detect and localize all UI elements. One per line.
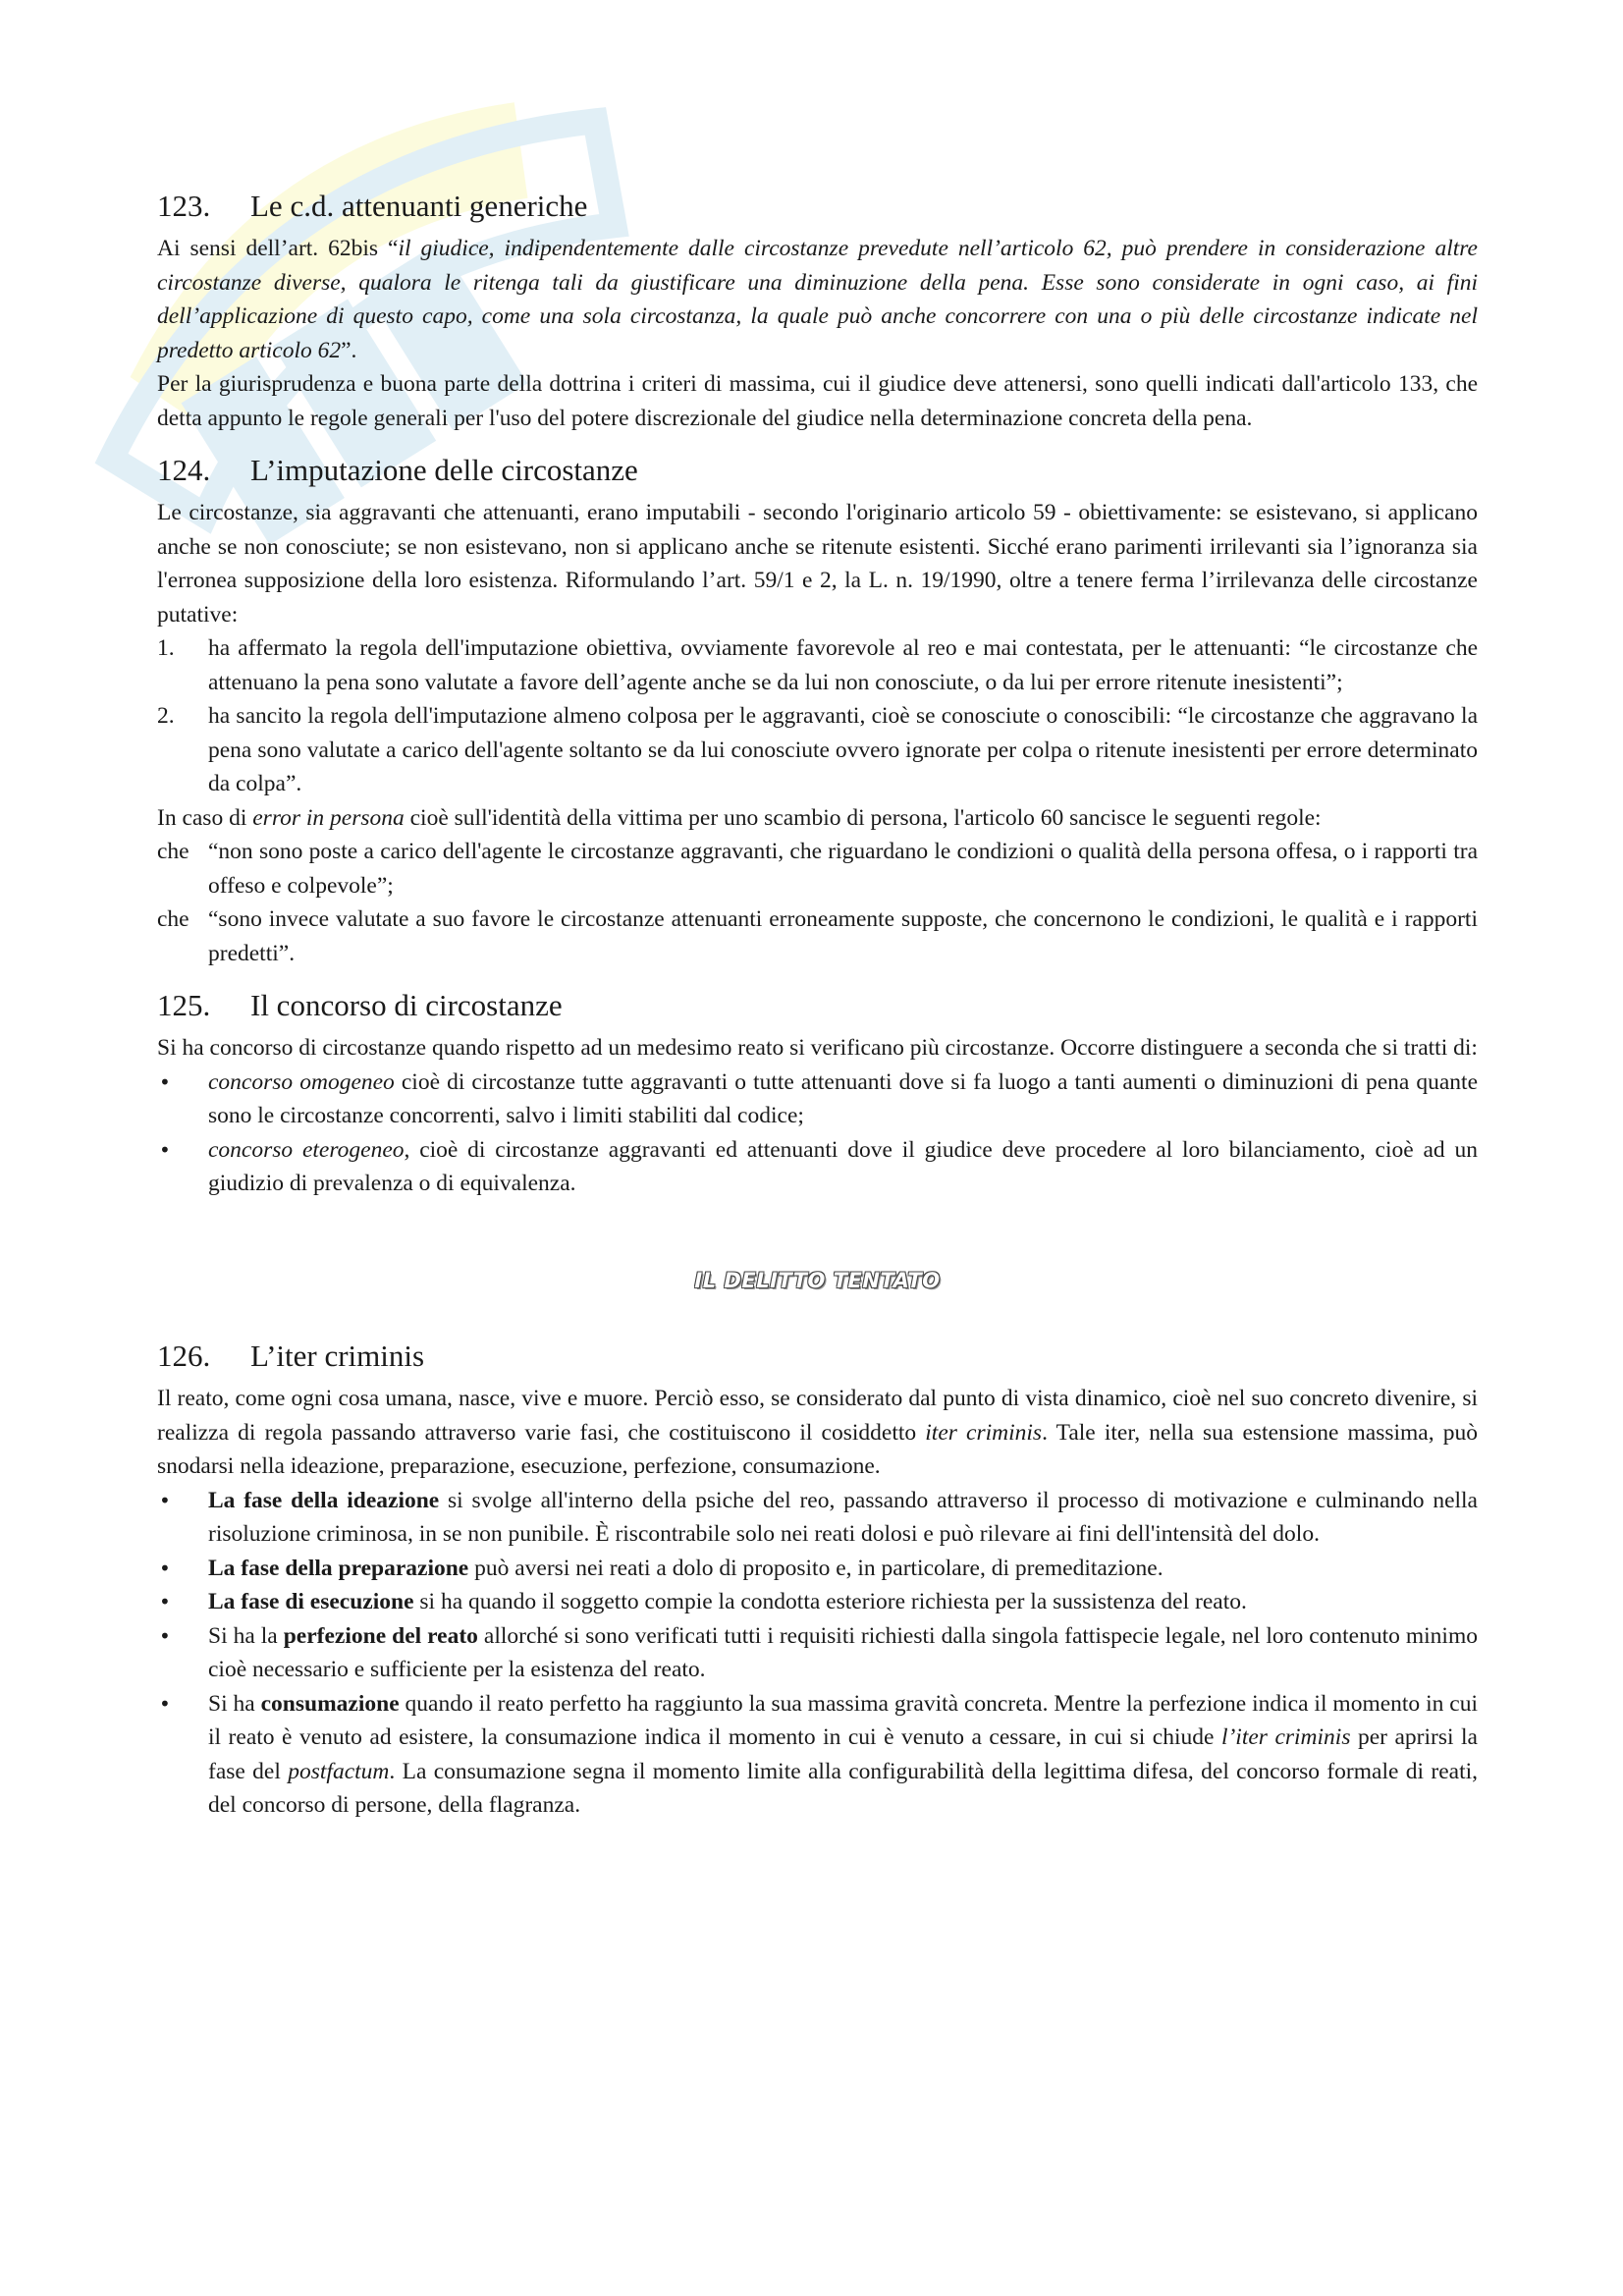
paragraph: Per la giurisprudenza e buona parte della dottrina i criteri di massima, cui il giudice deve attenersi, sono quelli indicati dall'articolo 133, che detta appunto le regole generali per l'uso del potere discrezionale del giudice nella determinazione concreta della pena. — [157, 371, 1478, 431]
list-text: allorché si sono verificati tutti i requisiti richiesti dalla singola fattispecie legale, nel loro contenuto minimo cioè necessario e sufficiente per la esistenza del reato. — [208, 1622, 1478, 1682]
list-item — [157, 1066, 1478, 1133]
quote-run: il giudice, indipendentemente dalle circostanze prevedute nell’articolo 62, può prendere in considerazione altre circostanze diverse, qualora le ritenga tali da giustificare una diminuzione della pena. Esse sono considerate in ogni caso, ai fini dell’applicazione di questo capo, come una sola circostanza, la quale può anche concorrere con una o più delle circostanze indicate nel predetto articolo 62 — [157, 236, 1478, 363]
list-item — [157, 699, 1478, 801]
chapter-divider-title: IL DELITTO TENTATO — [694, 1268, 941, 1292]
list-item — [157, 1552, 1478, 1586]
text-run: In caso di — [157, 804, 253, 831]
list-item — [157, 1619, 1478, 1687]
list-marker: che — [157, 839, 189, 864]
list-item — [157, 835, 1478, 902]
text-run: Si ha — [208, 1690, 261, 1717]
bullet-icon: • — [159, 1069, 171, 1094]
section-124 — [157, 451, 1478, 970]
list-marker: 2. — [157, 703, 175, 729]
section-title: L’iter criminis — [250, 1339, 425, 1373]
italic-term: l’iter criminis — [1220, 1724, 1351, 1750]
bold-term: perfezione del reato — [283, 1622, 478, 1649]
bullet-icon: • — [159, 1137, 171, 1162]
section-heading — [157, 986, 1478, 1025]
section-title: Il concorso di circostanze — [250, 988, 563, 1022]
text-run: . Tale iter, nella sua estensione massima, può snodarsi nella ideazione, preparazione, esecuzione, perfezione, consumazione. — [157, 1419, 1478, 1479]
list-item — [157, 631, 1478, 699]
italic-term: concorso omogeneo — [208, 1068, 395, 1095]
list-text: “sono invece valutate a suo favore le circostanze attenuanti erroneamente supposte, che concernono le condizioni, le qualità e i rapporti predetti”. — [208, 906, 1478, 966]
list-item — [157, 902, 1478, 970]
section-heading — [157, 1337, 1478, 1376]
section-123 — [157, 187, 1478, 435]
list-text: , cioè di circostanze aggravanti ed attenuanti dove il giudice deve procedere al loro bilanciamento, cioè ad un giudizio di prevalenza o di equivalenza. — [208, 1136, 1478, 1196]
list-item — [157, 1585, 1478, 1619]
text-run: Ai sensi dell’art. 62bis “ — [157, 236, 399, 261]
section-title: Le c.d. attenuanti generiche — [250, 189, 588, 223]
paragraph: Le circostanze, sia aggravanti che attenuanti, erano imputabili - secondo l'originario articolo 59 - obiettivamente: se esistevano, si applicano anche se non conosciute; se non esistevano, non si applicano anche se ritenute esistenti. Sicché erano parimenti irrilevanti sia l’ignoranza sia l'erronea supposizione della loro esistenza. Riformulando l’art. 59/1 e 2, la L. n. 19/1990, oltre a tenere ferma l’irrilevanza delle circostanze putative: — [157, 500, 1478, 628]
bullet-list — [157, 1066, 1478, 1201]
list-marker: 1. — [157, 635, 175, 661]
list-text: ha affermato la regola dell'imputazione obiettiva, ovviamente favorevole al reo e mai contestata, per le attenuanti: “le circostanze che attenuano la pena sono valutate a favore dell’agente anche se da lui non conosciute, o da lui per errore ritenute inesistenti”; — [208, 635, 1478, 695]
list-text: cioè di circostanze tutte aggravanti o tutte attenuanti dove si fa luogo a tanti aumenti o diminuzioni di pena quante sono le circostanze concorrenti, salvo i limiti stabiliti dal codice; — [208, 1068, 1479, 1128]
bullet-icon: • — [159, 1590, 171, 1613]
numbered-list — [157, 631, 1478, 801]
section-number: 125. — [157, 988, 211, 1022]
list-text: “non sono poste a carico dell'agente le circostanze aggravanti, che riguardano le condizioni o qualità della persona offesa, o i rapporti tra offeso e colpevole”; — [208, 839, 1478, 899]
section-number: 126. — [157, 1339, 211, 1373]
text-run: Si ha la — [208, 1622, 284, 1649]
section-heading — [157, 451, 1478, 490]
text-run: . La consumazione segna il momento limite alla configurabilità della legittima difesa, del concorso formale di reati, del concorso di persone, della flagranza. — [208, 1758, 1479, 1818]
list-item — [157, 1133, 1478, 1201]
italic-term: error in persona — [252, 804, 405, 831]
list-text: ha sancito la regola dell'imputazione almeno colposa per le aggravanti, cioè se conosciute o conoscibili: “le circostanze che aggravano la pena sono valutate a carico dell'agente soltanto se da lui conosciute ovvero ignorate per colpa o ritenute inesistenti per errore determinato da colpa”. — [208, 703, 1478, 796]
bullet-icon: • — [159, 1691, 171, 1716]
section-126 — [157, 1337, 1478, 1823]
paragraph — [157, 801, 1478, 836]
section-title: L’imputazione delle circostanze — [250, 453, 638, 487]
list-text: si ha quando il soggetto compie la condotta esteriore richiesta per la sussistenza del reato. — [413, 1589, 1247, 1614]
list-marker: che — [157, 906, 189, 932]
bullet-icon: • — [159, 1556, 171, 1580]
list-item — [157, 1484, 1478, 1552]
text-run: quando il reato perfetto ha raggiunto la sua massima gravità concreta. Mentre la perfezione indica il momento in cui il reato è venuto ad esistere, la consumazione indica il momento in cui è venuto a cessare, in cui si chiude — [208, 1690, 1479, 1750]
bullet-icon: • — [159, 1488, 171, 1512]
bold-term: La fase della preparazione — [208, 1555, 469, 1581]
list-text: può aversi nei reati a dolo di proposito e, in particolare, di premeditazione. — [468, 1555, 1163, 1581]
list-text: si svolge all'interno della psiche del reo, passando attraverso il processo di motivazione e culminando nella risoluzione criminosa, in se non punibile. È riscontrabile solo nei reati dolosi e può rilevare ai fini dell'intensità del dolo. — [208, 1487, 1478, 1547]
section-number: 123. — [157, 189, 211, 223]
italic-term: iter criminis — [925, 1419, 1043, 1446]
paragraph: Si ha concorso di circostanze quando rispetto ad un medesimo reato si verificano più circostanze. Occorre distinguere a seconda che si tratti di: — [157, 1035, 1478, 1061]
section-heading — [157, 187, 1478, 226]
text-run: Il reato, come ogni cosa umana, nasce, vive e muore. Perciò esso, se considerato dal punto di vista dinamico, cioè nel suo concreto divenire, si realizza di regola passando attraverso varie fasi, che costituiscono il cosiddetto — [157, 1386, 1478, 1446]
document-page — [157, 187, 1478, 1838]
che-list — [157, 835, 1478, 970]
bullet-icon: • — [159, 1623, 171, 1648]
bold-term: La fase della ideazione — [208, 1487, 440, 1513]
text-run: per aprirsi la fase del — [208, 1724, 1478, 1784]
italic-term: concorso eterogeneo — [208, 1136, 405, 1163]
paragraph — [157, 232, 1478, 367]
list-item — [157, 1687, 1478, 1823]
italic-term: postfactum — [288, 1758, 390, 1784]
text-run: ”. — [341, 337, 357, 363]
bullet-list — [157, 1484, 1478, 1823]
section-number: 124. — [157, 453, 211, 487]
bold-term: consumazione — [260, 1690, 400, 1717]
section-125 — [157, 986, 1478, 1201]
text-run: cioè sull'identità della vittima per uno scambio di persona, l'articolo 60 sancisce le seguenti regole: — [404, 804, 1322, 831]
bold-term: La fase di esecuzione — [208, 1589, 414, 1614]
paragraph — [157, 1382, 1478, 1484]
